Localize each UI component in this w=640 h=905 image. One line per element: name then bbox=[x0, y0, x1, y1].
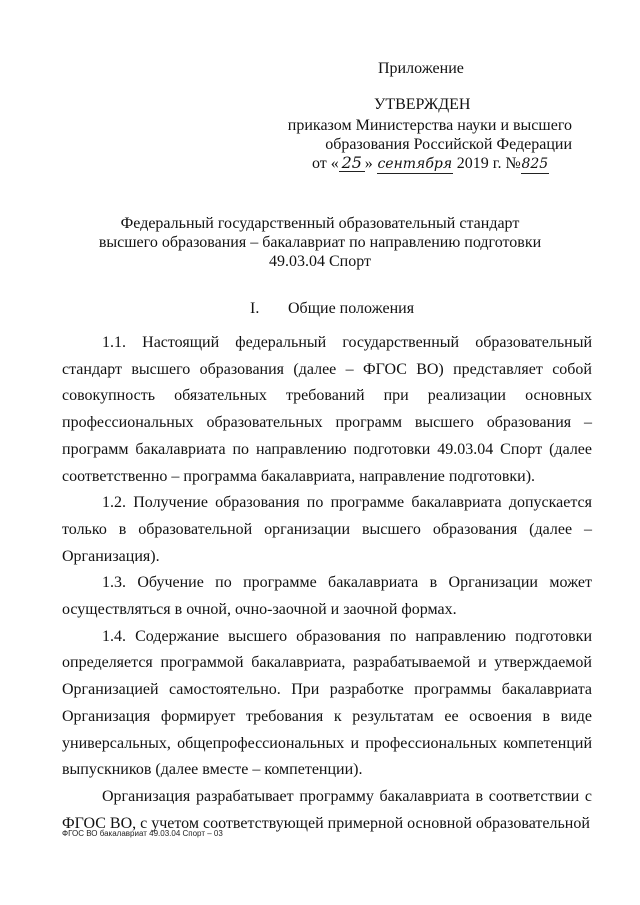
approved-label: УТВЕРЖДЕН bbox=[374, 96, 471, 113]
order-date-line bbox=[312, 154, 549, 174]
paragraph-1-1: 1.1. Настоящий федеральный государственный образовательный стандарт высшего образования (далее – ФГОС ВО) представляет собой совокупность обязательных требований при реализации основных профессиональных образовательных программ высшего образования – программ бакалавриата по направлению подготовки 49.03.04 Спорт (далее соответственно – программа бакалавриата, направление подготовки). bbox=[62, 334, 592, 485]
title-line-3: 49.03.04 Спорт bbox=[268, 253, 371, 270]
paragraph-continuation: Организация разрабатывает программу бакалавриата в соответствии с ФГОС ВО, с учетом соответствующей примерной основной образовательной bbox=[62, 787, 592, 832]
paragraph-1-4: 1.4. Содержание высшего образования по направлению подготовки определяется программой бакалавриата, разрабатываемой и утверждаемой Организацией самостоятельно. При разработке программы бакалавриата Организация формирует требования к результатам ее освоения в виде универсальных, общепрофессиональных и профессиональных компетенций выпускников (далее вместе – компетенции). bbox=[62, 627, 592, 779]
handwritten-day: 25 bbox=[339, 154, 365, 172]
document-title bbox=[90, 214, 550, 271]
section-title: Общие положения bbox=[288, 300, 415, 317]
body-text bbox=[62, 330, 592, 837]
handwritten-order-number: 825 bbox=[521, 156, 549, 172]
section-heading bbox=[250, 300, 414, 318]
date-mid: » bbox=[364, 155, 373, 172]
order-line-2: образования Российской Федерации bbox=[325, 136, 572, 153]
order-line-1: приказом Министерства науки и высшего bbox=[287, 117, 572, 134]
title-line-1: Федеральный государственный образовательный стандарт bbox=[120, 215, 520, 232]
appendix-label: Приложение bbox=[378, 60, 464, 77]
date-prefix: от « bbox=[312, 155, 339, 172]
section-number: I. bbox=[250, 300, 260, 317]
handwritten-month: сентября bbox=[377, 156, 453, 172]
page-footer: ФГОС ВО бакалавриат 49.03.04 Спорт – 03 bbox=[62, 829, 223, 838]
date-year: 2019 г. № bbox=[456, 155, 521, 172]
paragraph-1-3: 1.3. Обучение по программе бакалавриата в Организации может осуществляться в очной, очно-заочной и заочной формах. bbox=[62, 574, 592, 619]
title-line-2: высшего образования – бакалавриат по направлению подготовки bbox=[98, 234, 542, 251]
paragraph-1-2: 1.2. Получение образования по программе бакалавриата допускается только в образовательной организации высшего образования (далее – Организация). bbox=[62, 494, 592, 565]
